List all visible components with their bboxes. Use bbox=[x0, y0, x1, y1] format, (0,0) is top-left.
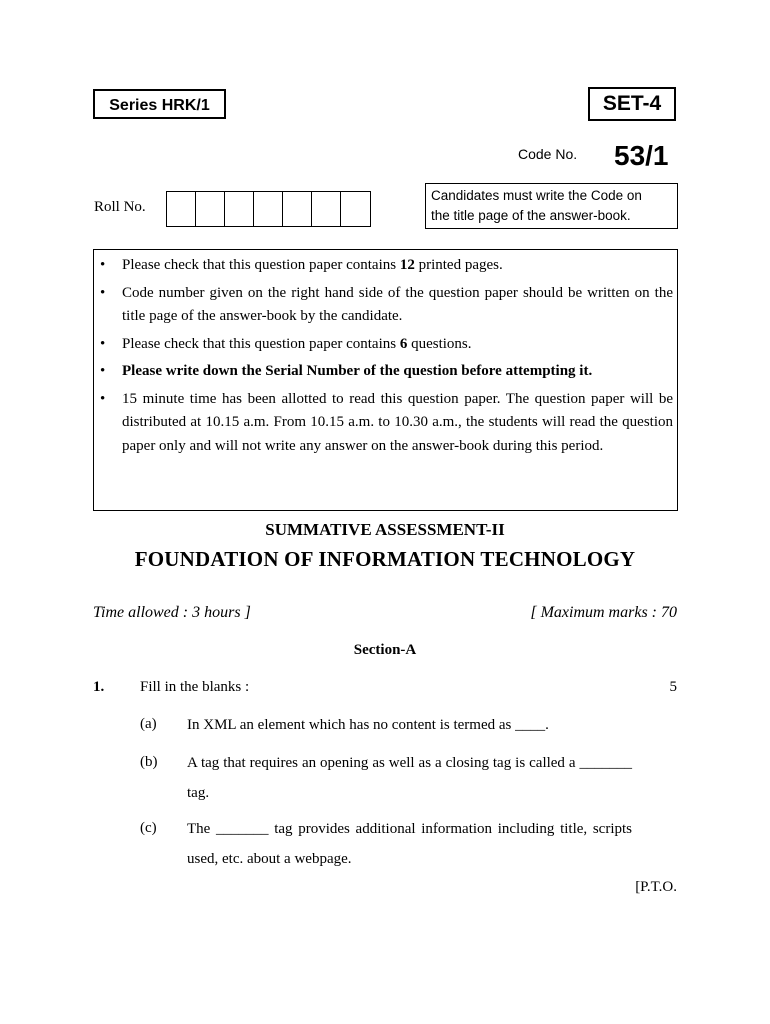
question-number: 1. bbox=[93, 679, 105, 695]
instruction-item: • Please write down the Serial Number of the question before attempting it. bbox=[98, 360, 673, 384]
code-note-line: Candidates must write the Code on bbox=[431, 188, 642, 203]
part-text: In XML an element which has no content is termed as ____. bbox=[187, 717, 549, 733]
roll-label: Roll No. bbox=[94, 199, 146, 215]
series-box: Series HRK/1 bbox=[93, 89, 226, 119]
maximum-marks: [ Maximum marks : 70 bbox=[530, 604, 677, 621]
roll-box[interactable] bbox=[196, 192, 225, 226]
part-label: (c) bbox=[140, 820, 157, 836]
roll-box[interactable] bbox=[312, 192, 341, 226]
subject-title: FOUNDATION OF INFORMATION TECHNOLOGY bbox=[134, 547, 636, 571]
part-text: A tag that requires an opening as well as a closing tag is called a _______ tag. bbox=[187, 755, 632, 801]
question-text: Fill in the blanks : bbox=[140, 679, 250, 695]
instruction-item: • Please check that this question paper contains 6 questions. bbox=[98, 333, 673, 357]
roll-box[interactable] bbox=[283, 192, 312, 226]
instruction-item: • 15 minute time has been allotted to read this question paper. The question paper will be distributed at 10.15 a.m. From 10.15 a.m. to 10.30 a.m., the students will read the question paper only and will not write any answer on the answer-book during this period. bbox=[98, 388, 673, 459]
bullet-icon: • bbox=[100, 335, 106, 352]
section-heading: Section-A bbox=[353, 642, 417, 658]
code-note-line: the title page of the answer-book. bbox=[431, 208, 631, 223]
assessment-title: SUMMATIVE ASSESSMENT-II bbox=[265, 520, 505, 539]
code-label: Code No. bbox=[518, 146, 578, 162]
time-allowed: Time allowed : 3 hours ] bbox=[93, 604, 251, 621]
bullet-icon: • bbox=[100, 363, 106, 379]
instruction-item: • Please check that this question paper contains 12 printed pages. bbox=[98, 254, 673, 278]
instruction-item: • Code number given on the right hand side of the question paper should be written on the title page of the answer-book by the candidate. bbox=[98, 282, 673, 329]
page-turn-over: [P.T.O. bbox=[635, 879, 677, 895]
part-label: (a) bbox=[140, 716, 157, 732]
roll-number-boxes[interactable] bbox=[166, 191, 371, 227]
instructions-box bbox=[93, 249, 678, 511]
roll-box[interactable] bbox=[341, 192, 370, 226]
code-instruction-note bbox=[425, 183, 678, 229]
bullet-icon: • bbox=[100, 390, 106, 407]
part-label: (b) bbox=[140, 754, 158, 770]
roll-box[interactable] bbox=[167, 192, 196, 226]
code-number: 53/1 bbox=[614, 140, 669, 171]
set-box: SET-4 bbox=[588, 87, 676, 121]
bullet-icon: • bbox=[100, 284, 106, 301]
roll-box[interactable] bbox=[225, 192, 254, 226]
roll-box[interactable] bbox=[254, 192, 283, 226]
part-text: The _______ tag provides additional information including title, scripts used, etc. about a webpage. bbox=[187, 821, 632, 867]
bullet-icon: • bbox=[100, 257, 106, 273]
question-marks: 5 bbox=[669, 679, 677, 695]
